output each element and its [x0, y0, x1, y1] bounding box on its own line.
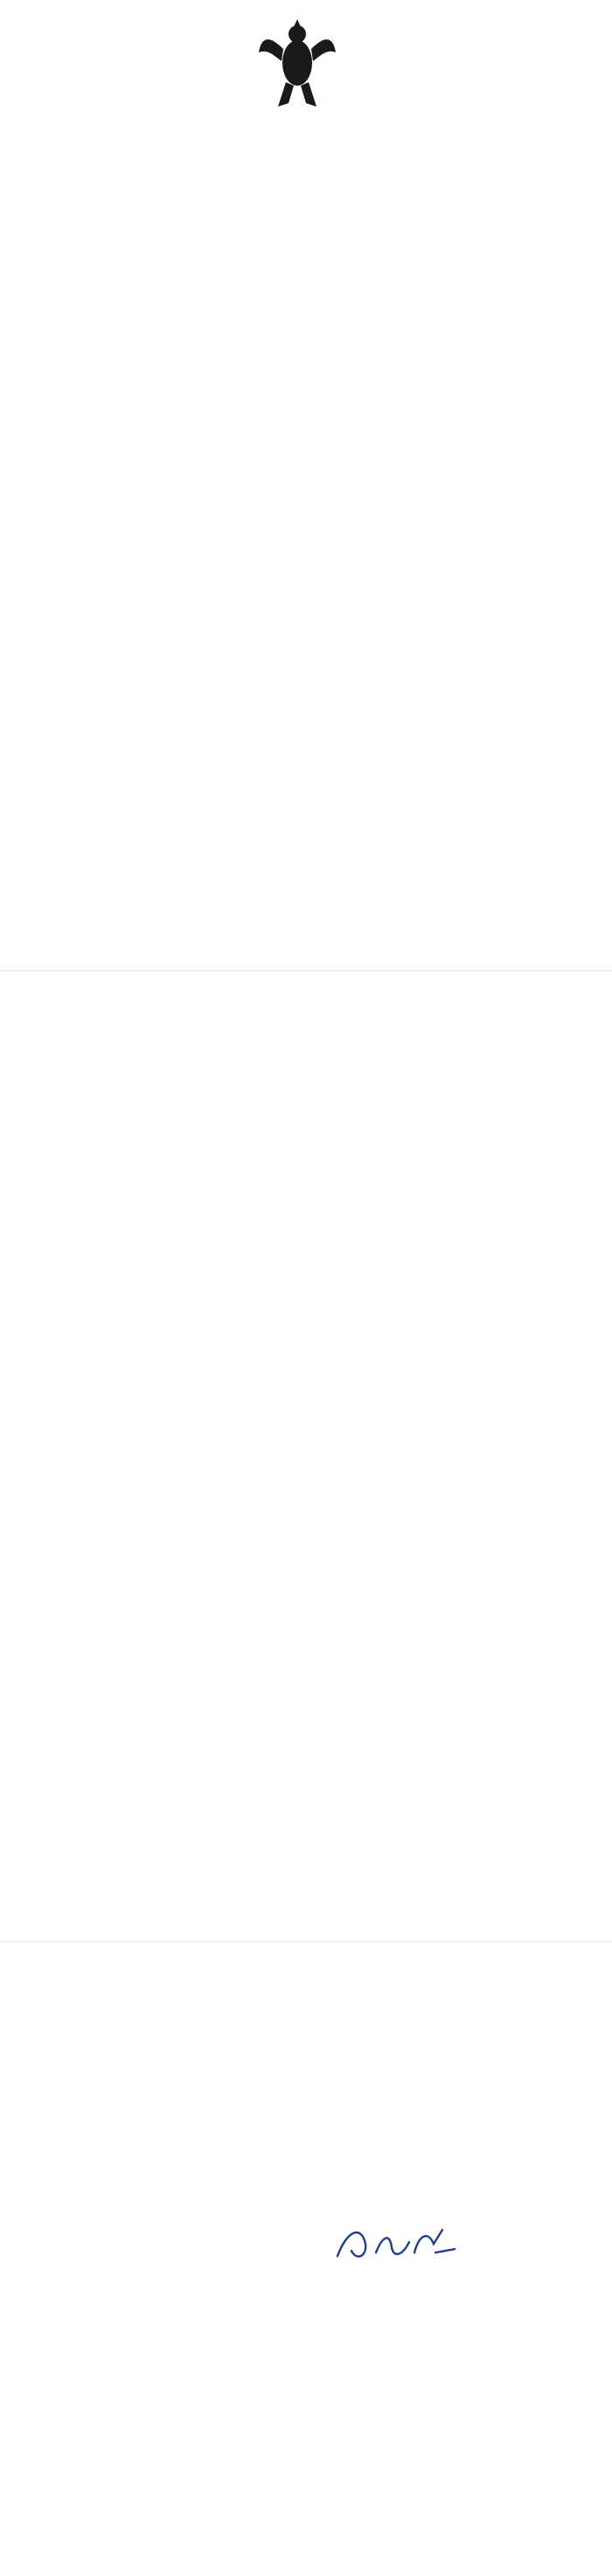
- letter-page-2: [0, 970, 612, 1941]
- letter-page-3: [0, 1941, 612, 2576]
- handwritten-signature: [330, 2218, 462, 2270]
- letter-page-1: [0, 0, 612, 970]
- garuda-emblem: [257, 10, 337, 112]
